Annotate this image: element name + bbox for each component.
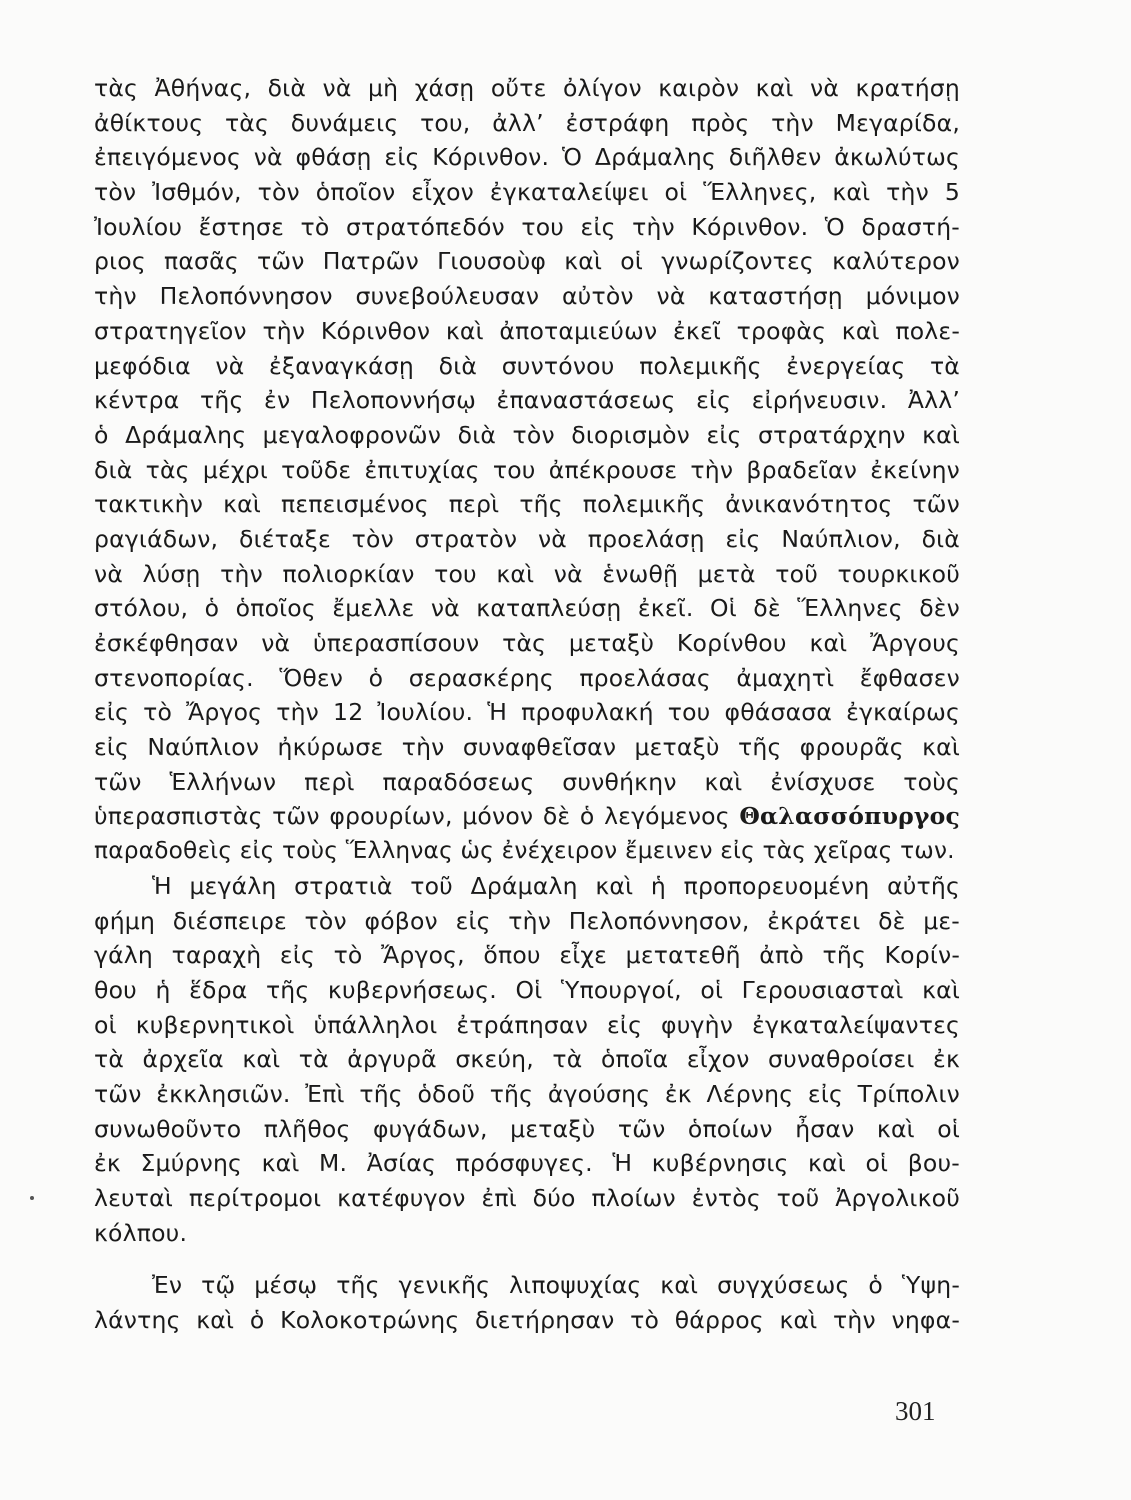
text-line: νὰ λύσῃ τὴν πολιορκίαν του καὶ νὰ ἑνωθῇ μετὰ τοῦ τουρκικοῦ [94,559,960,588]
text-line: ὁ Δράμαλης μεγαλοφρονῶν διὰ τὸν διορισμὸν εἰς στρατάρχην καὶ [94,420,960,449]
text-line: ραγιάδων, διέταξε τὸν στρατὸν νὰ προελάσῃ εἰς Ναύπλιον, διὰ [94,524,960,553]
bold-term: Θαλασσόπυργος [739,802,961,831]
text-line: Ἡ μεγάλη στρατιὰ τοῦ Δράμαλη καὶ ἡ προπορευομένη αὐτῆς [152,871,960,900]
text-line-start: ὑπερασπιστὰς τῶν φρουρίων, μόνον δὲ ὁ λεγόμενος [94,802,730,831]
text-line: γάλη ταραχὴ εἰς τὸ Ἄργος, ὅπου εἶχε μετατεθῆ ἀπὸ τῆς Κορίν- [94,941,960,970]
margin-dot [30,1196,34,1200]
text-line: τὰς Ἀθήνας, διὰ νὰ μὴ χάσῃ οὔτε ὀλίγον καιρὸν καὶ νὰ κρατήσῃ [94,74,960,102]
text-line: κόλπου. [94,1218,188,1247]
text-line: τὴν Πελοπόννησον συνεβούλευσαν αὐτὸν νὰ καταστήσῃ μόνιμον [94,282,960,311]
text-line: στόλου, ὁ ὁποῖος ἔμελλε νὰ καταπλεύσῃ ἐκεῖ. Οἱ δὲ Ἕλληνες δὲν [94,594,960,623]
text-line: εἰς Ναύπλιον ἠκύρωσε τὴν συναφθεῖσαν μεταξὺ τῆς φρουρᾶς καὶ [94,733,960,762]
paragraph-2 [94,869,960,1251]
text-line: στρατηγεῖον τὴν Κόρινθον καὶ ἀποταμιεύων ἐκεῖ τροφὰς καὶ πολε- [94,316,960,345]
text-line: τακτικὴν καὶ πεπεισμένος περὶ τῆς πολεμικῆς ἀνικανότητος τῶν [94,490,960,519]
text-line: ἐκ Σμύρνης καὶ Μ. Ἀσίας πρόσφυγες. Ἡ κυβέρνησις καὶ οἱ βου- [94,1149,960,1178]
text-line: τῶν Ἑλλήνων περὶ παραδόσεως συνθήκην καὶ ἐνίσχυσε τοὺς [94,767,960,796]
text-line: παραδοθεὶς εἰς τοὺς Ἕλληνας ὡς ἐνέχειρον ἔμεινεν εἰς τὰς χεῖρας των. [94,837,955,865]
text-line: λάντης καὶ ὁ Κολοκοτρώνης διετήρησαν τὸ θάρρος καὶ τὴν νηφα- [94,1306,960,1335]
text-line: εἰς τὸ Ἄργος τὴν 12 Ἰουλίου. Ἡ προφυλακή του φθάσασα ἐγκαίρως [94,698,960,727]
text-line: ριος πασᾶς τῶν Πατρῶν Γιουσοὺφ καὶ οἱ γνωρίζοντες καλύτερον [94,247,960,276]
text-line: λευταὶ περίτρομοι κατέφυγον ἐπὶ δύο πλοίων ἐντὸς τοῦ Ἀργολικοῦ [94,1184,960,1212]
text-line: ἐπειγόμενος νὰ φθάσῃ εἰς Κόρινθον. Ὁ Δράμαλης διῆλθεν ἀκωλύτως [94,143,960,172]
text-line: διὰ τὰς μέχρι τοῦδε ἐπιτυχίας του ἀπέκρουσε τὴν βραδεῖαν ἐκείνην [94,455,960,484]
body-text [94,71,960,1338]
text-line: οἱ κυβερνητικοὶ ὑπάλληλοι ἐτράπησαν εἰς φυγὴν ἐγκαταλείψαντες [94,1010,960,1039]
text-line: μεφόδια νὰ ἐξαναγκάσῃ διὰ συντόνου πολεμικῆς ἐνεργείας τὰ [94,351,960,380]
text-line: τὸν Ἰσθμόν, τὸν ὁποῖον εἶχον ἐγκαταλείψει οἱ Ἕλληνες, καὶ τὴν 5 [94,178,960,207]
text-line: κέντρα τῆς ἐν Πελοποννήσῳ ἐπαναστάσεως εἰς εἰρήνευσιν. Ἀλλ’ [94,386,960,415]
paragraph-gap [94,1250,960,1268]
text-line: θου ἡ ἕδρα τῆς κυβερνήσεως. Οἱ Ὑπουργοί, οἱ Γερουσιασταὶ καὶ [94,975,960,1004]
text-line: τὰ ἀρχεῖα καὶ τὰ ἀργυρᾶ σκεύη, τὰ ὁποῖα εἶχον συναθροίσει ἐκ [94,1045,960,1074]
page-number: 301 [895,1396,936,1426]
text-line: ἐσκέφθησαν νὰ ὑπερασπίσουν τὰς μεταξὺ Κορίνθου καὶ Ἄργους [94,629,960,657]
paragraph-1 [94,71,960,869]
text-line: Ἰουλίου ἔστησε τὸ στρατόπεδόν του εἰς τὴν Κόρινθον. Ὁ δραστή- [94,212,960,241]
text-line-with-bold-term [94,799,960,834]
text-line: φήμη διέσπειρε τὸν φόβον εἰς τὴν Πελοπόννησον, ἐκράτει δὲ με- [94,906,960,935]
text-line: στενοπορίας. Ὅθεν ὁ σερασκέρης προελάσας ἀμαχητὶ ἔφθασεν [94,663,960,692]
text-line: τῶν ἐκκλησιῶν. Ἐπὶ τῆς ὁδοῦ τῆς ἀγούσης ἐκ Λέρνης εἰς Τρίπολιν [94,1079,960,1108]
paragraph-3 [94,1268,960,1337]
text-line: Ἐν τῷ μέσῳ τῆς γενικῆς λιποψυχίας καὶ συγχύσεως ὁ Ὑψη- [152,1271,960,1300]
text-line: συνωθοῦντο πλῆθος φυγάδων, μεταξὺ τῶν ὁποίων ἦσαν καὶ οἱ [94,1114,960,1143]
text-line: ἀθίκτους τὰς δυνάμεις του, ἀλλ’ ἐστράφη πρὸς τὴν Μεγαρίδα, [94,108,960,137]
